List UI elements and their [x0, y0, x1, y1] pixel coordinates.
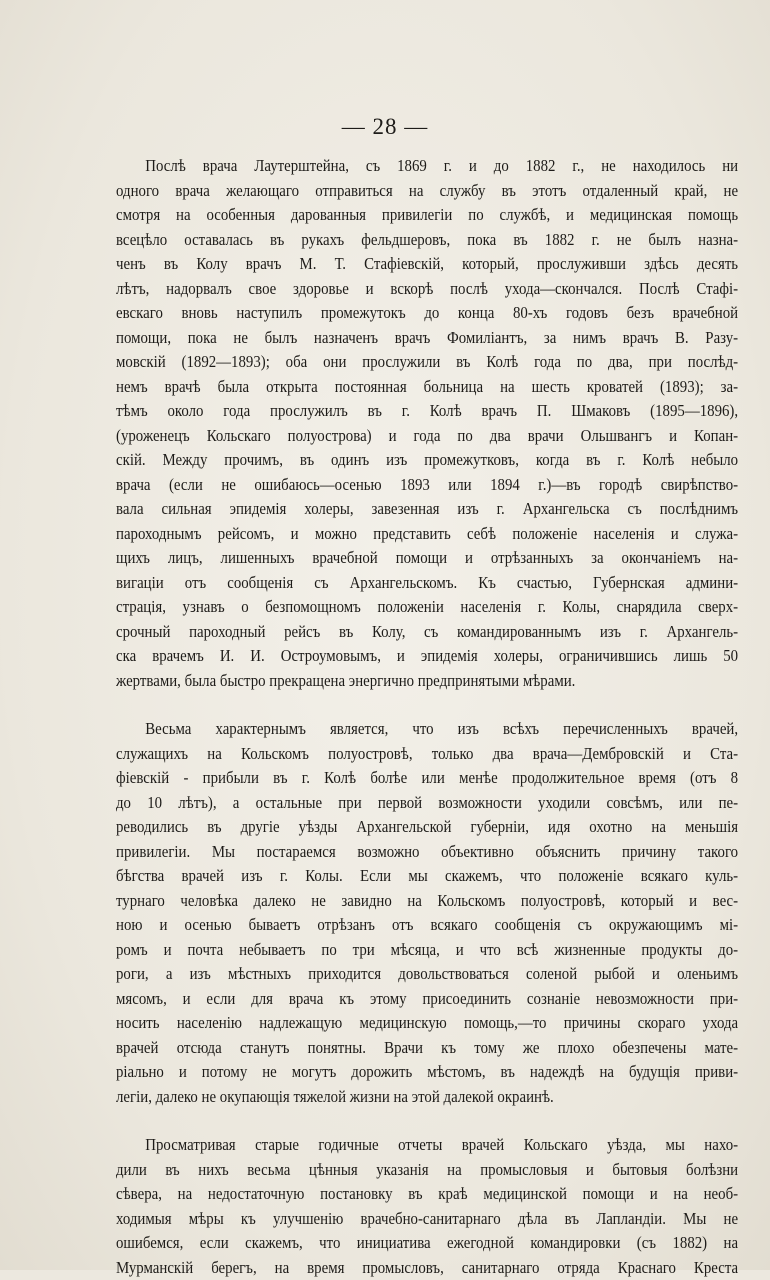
paragraph-3: [116, 1133, 738, 1280]
text-line: ріально и потому не могутъ дорожить мѣстомъ, въ надеждѣ на будущія приви-: [116, 1060, 738, 1085]
paragraph-2: [116, 717, 738, 1109]
text-line: ромъ и почта небываетъ по три мѣсяца, и что всѣ жизненные продукты до-: [116, 938, 738, 963]
text-line: ска врачемъ И. И. Остроумовымъ, и эпидемія холеры, ограничившись лишь 50: [116, 644, 738, 669]
text-line: пароходнымъ рейсомъ, и можно представить себѣ положеніе населенія и служа-: [116, 522, 738, 547]
text-line: врачей отсюда станутъ понятны. Врачи къ тому же плохо обезпечены мате-: [116, 1036, 738, 1061]
text-line: срочный пароходный рейсъ въ Колу, съ командированнымъ изъ г. Архангель-: [116, 620, 738, 645]
text-line: фіевскій - прибыли въ г. Колѣ болѣе или менѣе продолжительное время (отъ 8: [116, 766, 738, 791]
text-line: щихъ лицъ, лишенныхъ врачебной помощи и отрѣзанныхъ за окончаніемъ на-: [116, 546, 738, 571]
text-line: лѣтъ, надорвалъ свое здоровье и вскорѣ послѣ ухода—скончался. Послѣ Стафі-: [116, 277, 738, 302]
text-line: мовскій (1892—1893); оба они прослужили въ Колѣ года по два, при послѣд-: [116, 350, 738, 375]
text-line: помощи, пока не былъ назначенъ врачъ Фомиліантъ, за нимъ врачъ В. Разу-: [116, 326, 738, 351]
text-line: до 10 лѣтъ), а остальные при первой возможности уходили совсѣмъ, или пе-: [116, 791, 738, 816]
text-line: мясомъ, и если для врача къ этому присоединить сознаніе невозможности при-: [116, 987, 738, 1012]
text-line: евскаго вновь наступилъ промежутокъ до конца 80-хъ годовъ безъ врачебной: [116, 301, 738, 326]
text-line: страція, узнавъ о безпомощномъ положеніи населенія г. Колы, снарядила сверх-: [116, 595, 738, 620]
text-line: Весьма характернымъ является, что изъ всѣхъ перечисленныхъ врачей,: [116, 717, 738, 742]
text-line: легіи, далеко не окупающія тяжелой жизни на этой далекой окраинѣ.: [116, 1085, 738, 1110]
text-line: дили въ нихъ весьма цѣнныя указанія на промысловыя и бытовыя болѣзни: [116, 1158, 738, 1183]
text-line: привилегіи. Мы постараемся возможно объективно объяснить причину такого: [116, 840, 738, 865]
text-line: Послѣ врача Лаутерштейна, съ 1869 г. и до 1882 г., не находилось ни: [116, 154, 738, 179]
text-line: (уроженецъ Кольскаго полуострова) и года по два врачи Ольшвангъ и Копан-: [116, 424, 738, 449]
text-line: реводились въ другіе уѣзды Архангельской губерніи, идя охотно на меньшія: [116, 815, 738, 840]
text-line: одного врача желающаго отправиться на службу въ этотъ отдаленный край, не: [116, 179, 738, 204]
text-line: смотря на особенныя дарованныя привилегіи по службѣ, и медицинская помощь: [116, 203, 738, 228]
text-line: ною и осенью бываетъ отрѣзанъ отъ всякаго сообщенія съ окружающимъ мі-: [116, 913, 738, 938]
text-line: турнаго человѣка далеко не завидно на Кольскомъ полуостровѣ, который и вес-: [116, 889, 738, 914]
text-line: врача (если не ошибаюсь—осенью 1893 или 1894 г.)—въ городѣ свирѣпство-: [116, 473, 738, 498]
text-line: ошибемся, если скажемъ, что инициатива ежегодной командировки (съ 1882) на: [116, 1231, 738, 1256]
page-number: — 28 —: [0, 114, 770, 140]
text-line: скій. Между прочимъ, въ одинъ изъ промежутковъ, когда въ г. Колѣ небыло: [116, 448, 738, 473]
text-line: Просматривая старые годичные отчеты врачей Кольскаго уѣзда, мы нахо-: [116, 1133, 738, 1158]
paragraph-1: [116, 154, 738, 693]
text-line: сѣвера, на недостаточную постановку въ краѣ медицинской помощи и на необ-: [116, 1182, 738, 1207]
text-line: бѣгства врачей изъ г. Колы. Если мы скажемъ, что положеніе всякаго куль-: [116, 864, 738, 889]
text-line: служащихъ на Кольскомъ полуостровѣ, только два врача—Дембровскій и Ста-: [116, 742, 738, 767]
text-line: тѣмъ около года прослужилъ въ г. Колѣ врачъ П. Шмаковъ (1895—1896),: [116, 399, 738, 424]
text-line: роги, а изъ мѣстныхъ приходится довольствоваться соленой рыбой и оленьимъ: [116, 962, 738, 987]
body-text: [116, 154, 738, 1280]
text-line: Мурманскій берегъ, на время промысловъ, санитарнаго отряда Краснаго Креста: [116, 1256, 738, 1280]
text-line: вигаціи отъ сообщенія съ Архангельскомъ. Къ счастью, Губернская админи-: [116, 571, 738, 596]
text-line: ченъ въ Колу врачъ М. Т. Стафіевскій, который, прослуживши здѣсь десять: [116, 252, 738, 277]
text-line: немъ врачѣ была открыта постоянная больница на шесть кроватей (1893); за-: [116, 375, 738, 400]
text-line: жертвами, была быстро прекращена энергично предпринятыми мѣрами.: [116, 669, 738, 694]
text-line: всецѣло оставалась въ рукахъ фельдшеровъ, пока въ 1882 г. не былъ назна-: [116, 228, 738, 253]
text-line: ходимыя мѣры къ улучшенію врачебно-санитарнаго дѣла въ Лапландіи. Мы не: [116, 1207, 738, 1232]
text-line: носить населенію надлежащую медицинскую помощь,—то причины скораго ухода: [116, 1011, 738, 1036]
text-line: вала сильная эпидемія холеры, завезенная изъ г. Архангельска съ послѣднимъ: [116, 497, 738, 522]
